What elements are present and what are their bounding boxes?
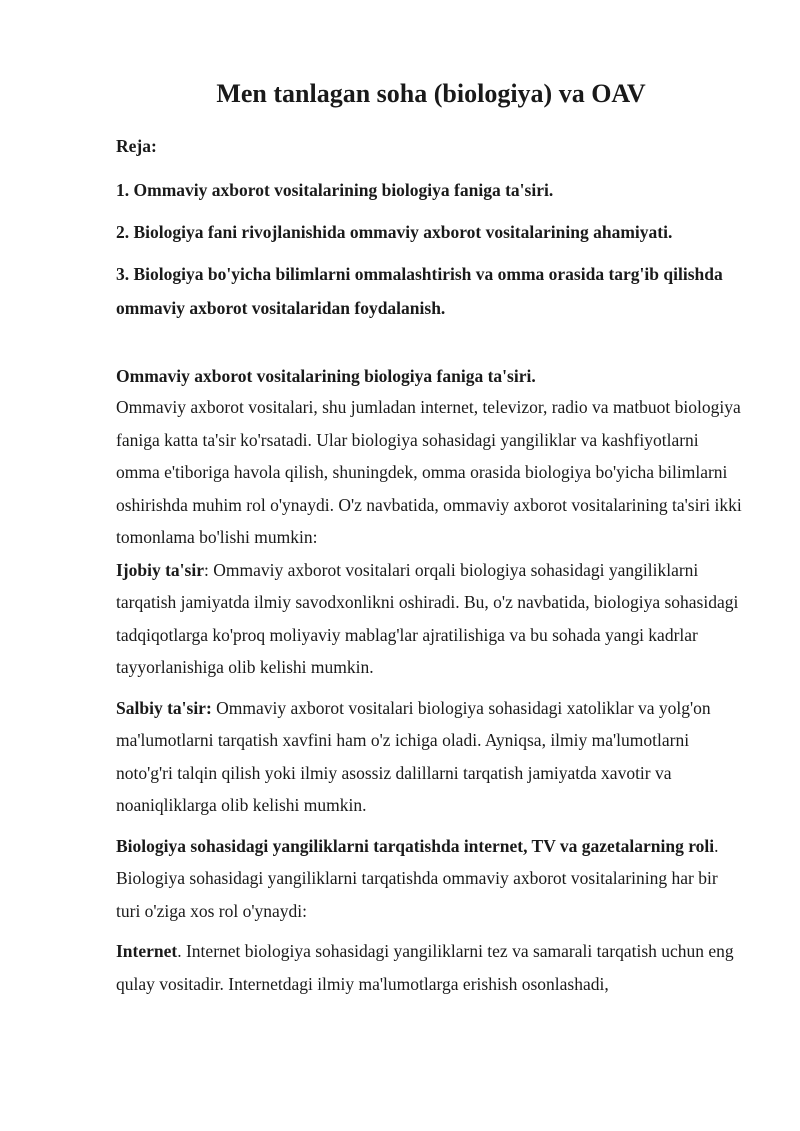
plan-heading: Reja: bbox=[116, 136, 157, 156]
plan-item-3: 3. Biologiya bo'yicha bilimlarni ommalashtirish va omma orasida targ'ib qilishda ommaviy axborot vositalaridan foydalanish. bbox=[116, 264, 723, 318]
media-role-paragraph bbox=[116, 830, 746, 928]
internet-paragraph bbox=[116, 935, 746, 1000]
plan-item-1: 1. Ommaviy axborot vositalarining biologiya faniga ta'siri. bbox=[116, 180, 554, 200]
spacer bbox=[116, 325, 746, 361]
positive-effect-text: : Ommaviy axborot vositalari orqali biologiya sohasidagi yangiliklarni tarqatish jamiyatda ilmiy savodxonlikni oshiradi. Bu, o'z navbatida, biologiya sohasidagi tadqiqotlarga ko'proq moliyaviy mablag'lar ajratilishiga va bu sohada yangi kadrlar tayyorlanishiga olib kelishi mumkin. bbox=[116, 559, 739, 677]
negative-effect-paragraph bbox=[116, 692, 746, 822]
plan-item-2: 2. Biologiya fani rivojlanishida ommaviy axborot vositalarining ahamiyati. bbox=[116, 222, 673, 242]
negative-effect-label: Salbiy ta'sir: bbox=[116, 697, 212, 718]
positive-effect-label: Ijobiy ta'sir bbox=[116, 559, 204, 580]
document-title: Men tanlagan soha (biologiya) va OAV bbox=[216, 79, 646, 108]
section-heading: Ommaviy axborot vositalarining biologiya faniga ta'siri. bbox=[116, 366, 536, 386]
media-role-text: . Biologiya sohasidagi yangiliklarni tarqatishda ommaviy axborot vositalarining har bir turi o'ziga xos rol o'ynaydi: bbox=[116, 835, 719, 921]
internet-text: . Internet biologiya sohasidagi yangiliklarni tez va samarali tarqatish uchun eng qulay vositadir. Internetdagi ilmiy ma'lumotlarga erishish osonlashadi, bbox=[116, 941, 734, 994]
internet-label: Internet bbox=[116, 941, 178, 961]
section-body: Ommaviy axborot vositalari, shu jumladan internet, televizor, radio va matbuot biologiya faniga katta ta'sir ko'rsatadi. Ular biologiya sohasidagi yangiliklar va kashfiyotlarni omma e'tiboriga havola qilish, shuningdek, omma orasida biologiya bo'yicha bilimlarni oshirishda muhim rol o'ynaydi. O'z navbatida, ommaviy axborot vositalarining ta'siri ikki tomonlama bo'lishi mumkin: bbox=[116, 397, 742, 547]
document-body bbox=[116, 131, 746, 1000]
negative-effect-text: Ommaviy axborot vositalari biologiya sohasidagi xatoliklar va yolg'on ma'lumotlarni tarqatish xavfini ham o'z ichiga oladi. Ayniqsa, ilmiy ma'lumotlarni noto'g'ri talqin qilish yoki ilmiy asossiz dalillarni tarqatish jamiyatda xavotir va noaniqliklarga olib kelishi mumkin. bbox=[116, 697, 711, 815]
media-role-label: Biologiya sohasidagi yangiliklarni tarqatishda internet, TV va gazetalarning roli bbox=[116, 835, 715, 856]
document-title-wrap bbox=[0, 76, 800, 112]
positive-effect-paragraph bbox=[116, 554, 746, 684]
